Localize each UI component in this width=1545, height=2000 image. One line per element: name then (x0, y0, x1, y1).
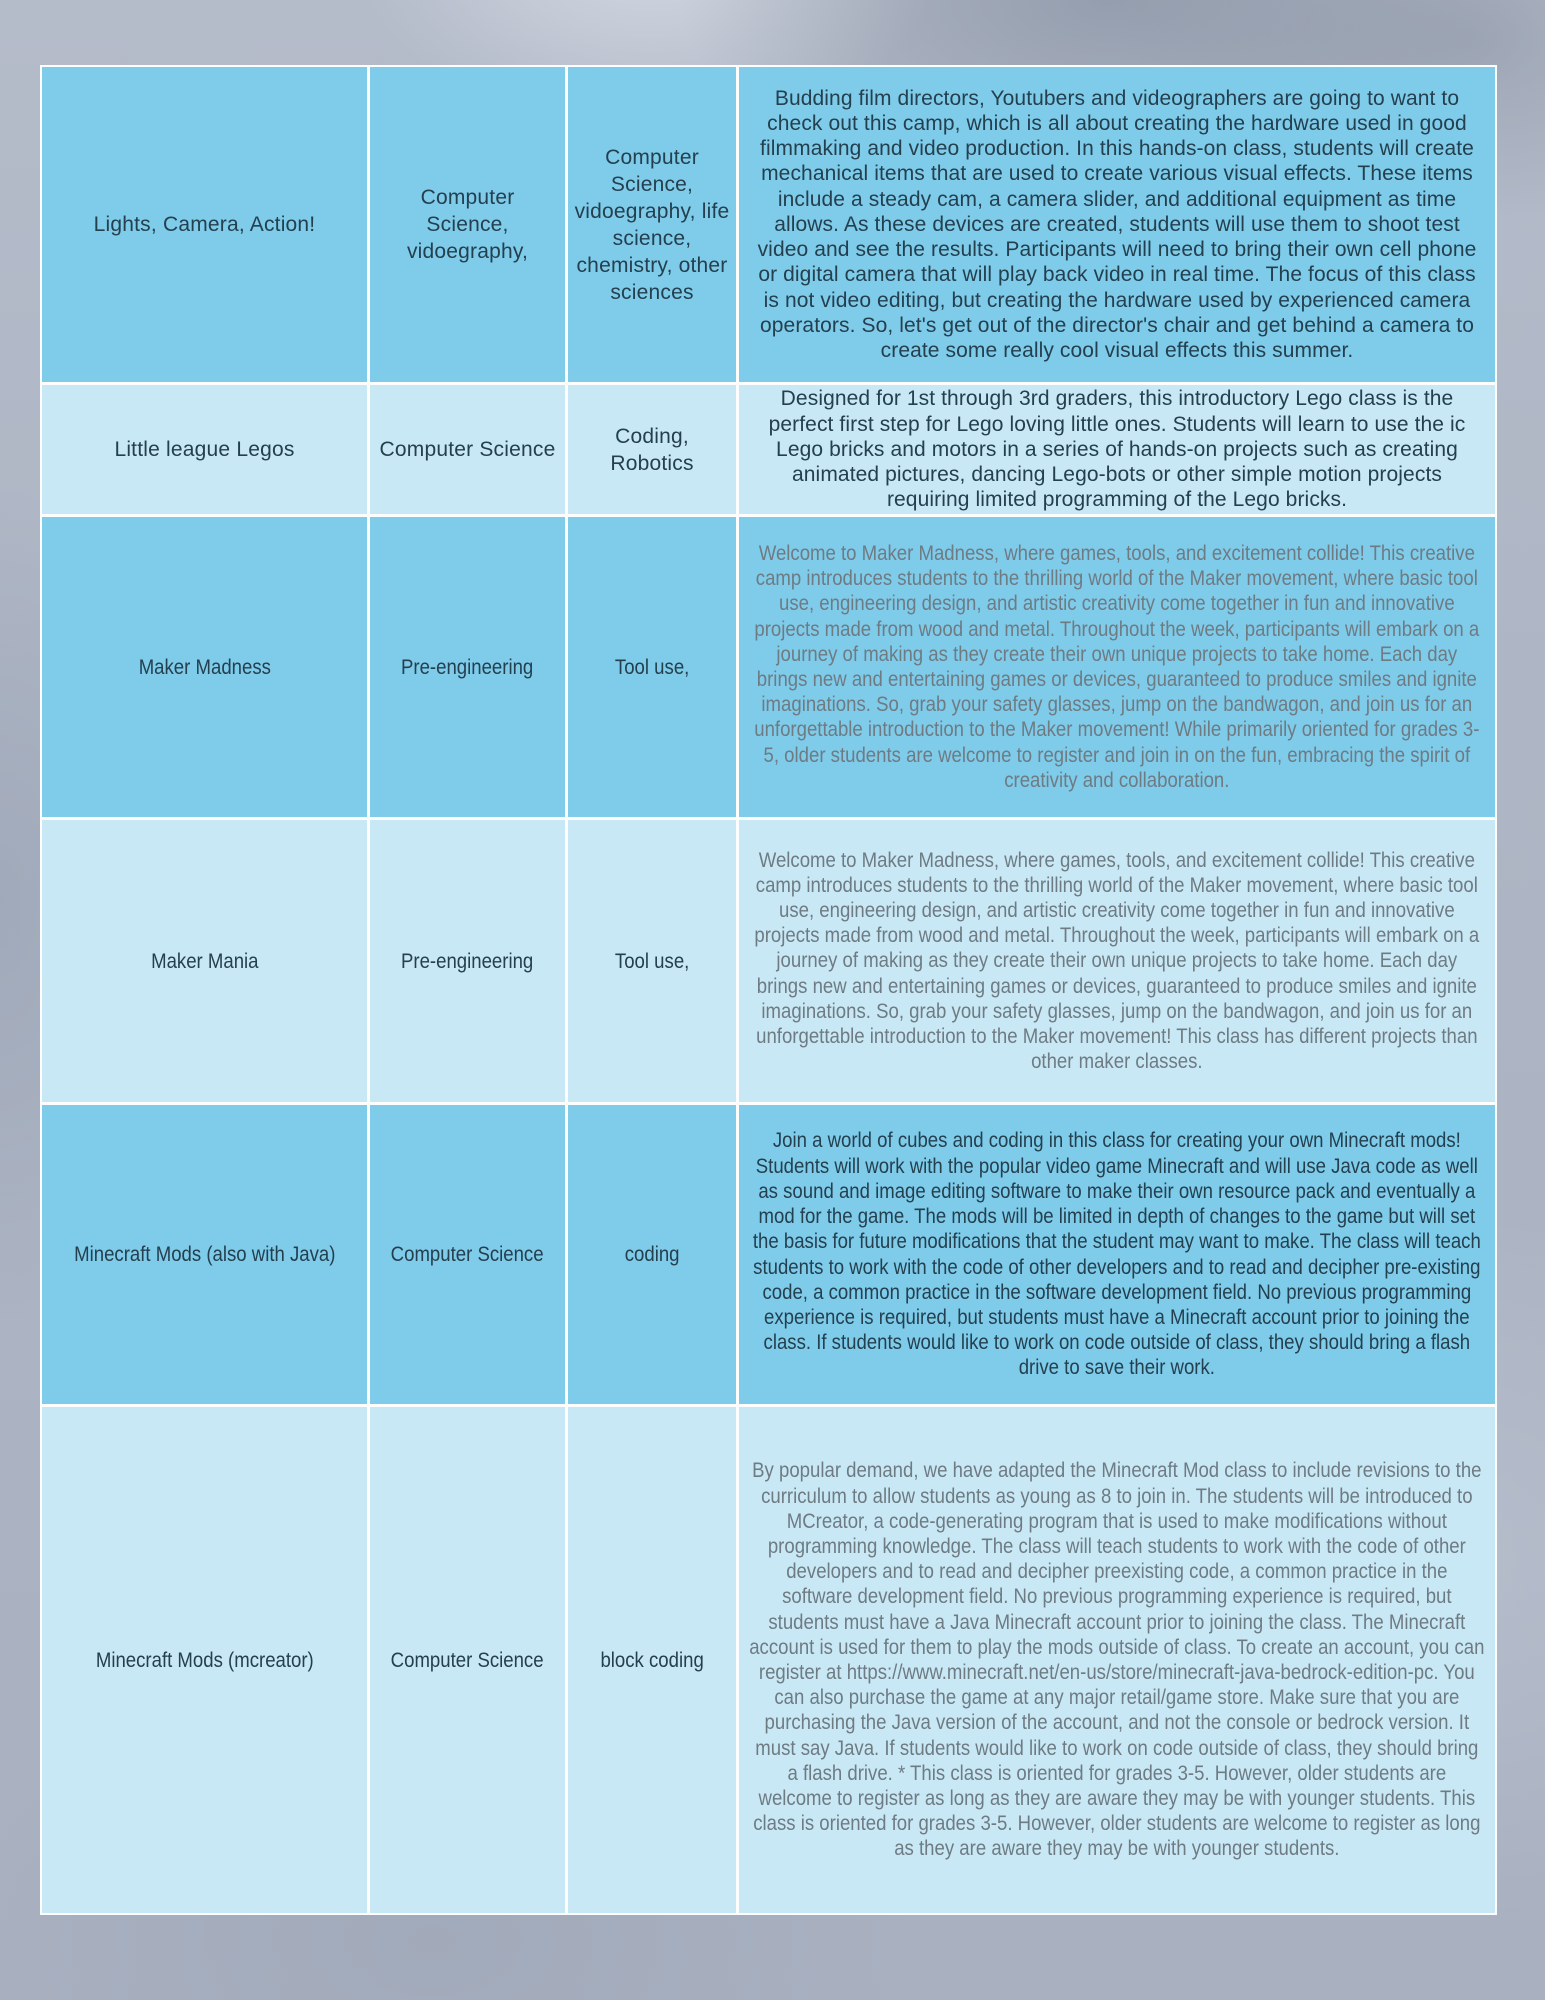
skills-cell (568, 1105, 739, 1404)
category-cell (370, 67, 568, 382)
skills: coding (624, 1243, 680, 1266)
category: Pre-engineering (401, 655, 534, 679)
class-name: Lights, Camera, Action! (93, 213, 316, 236)
description-cell (739, 517, 1495, 817)
description-cell (739, 1407, 1495, 1913)
skills: Tool use, (614, 949, 690, 973)
category-cell (370, 385, 568, 514)
table-row (42, 385, 1495, 517)
class-name-cell (42, 385, 370, 514)
skills: Tool use, (614, 655, 690, 679)
skills: Coding, Robotics (610, 424, 694, 475)
category-cell (370, 517, 568, 817)
category-cell (370, 820, 568, 1102)
table-row (42, 820, 1495, 1105)
class-description: Welcome to Maker Madness, where games, tools, and excitement collide! This creative camp introduces students to the thrilling world of the Maker movement, where basic tool use, engineering design, and artistic creativity come together in fun and innovative projects made from wood and metal. Throughout the week, participants will embark on a journey of making as they create their own unique projects to take home. Each day brings new and entertaining games or devices, guaranteed to produce smiles and ignite imaginations. So, grab your safety glasses, jump on the bandwagon, and join us for an unforgettable introduction to the Maker movement! This class has different projects than other maker classes. (754, 848, 1480, 1074)
class-description: Join a world of cubes and coding in this class for creating your own Minecraft mods! Students will work with the popular video game Minecraft and will use Java code as well as sound and image editing software to make their own resource pack and eventually a mod for the game. The mods will be limited in depth of changes to the game but will set the basis for future modifications that the student may want to make. The class will teach students to work with the code of other developers and to read and decipher pre-existing code, a common practice in the software development field. No previous programming experience is required, but students must have a Minecraft account prior to joining the class. If students would like to work on code outside of class, they should bring a flash drive to save their work. (753, 1129, 1481, 1380)
skills-cell (568, 1407, 739, 1913)
class-name: Minecraft Mods (also with Java) (73, 1243, 336, 1266)
skills-cell (568, 820, 739, 1102)
category: Computer Science (379, 438, 556, 461)
skills: block coding (600, 1648, 704, 1672)
class-description: Budding film directors, Youtubers and videographers are going to want to check out this camp, which is all about creating the hardware used in good filmmaking and video production. In this hands-on class, students will create mechanical items that are used to create various visual effects. These items include a steady cam, a camera slider, and additional equipment as time allows. As these devices are created, students will use them to shoot test video and see the results. Participants will need to bring their own cell phone or digital camera that will play back video in real time. The focus of this class is not video editing, but creating the hardware used by experienced camera operators. So, let's get out of the director's chair and get behind a camera to create some really cool visual effects this summer. (757, 86, 1477, 362)
class-name-cell (42, 1407, 370, 1913)
category-cell (370, 1407, 568, 1913)
class-name: Minecraft Mods (mcreator) (95, 1648, 314, 1672)
table-row (42, 517, 1495, 820)
class-name: Little league Legos (114, 438, 295, 461)
skills-cell (568, 517, 739, 817)
description-cell (739, 1105, 1495, 1404)
class-name-cell (42, 517, 370, 817)
category: Computer Science (391, 1648, 544, 1672)
category: Pre-engineering (401, 949, 534, 973)
description-cell (739, 820, 1495, 1102)
table-row (42, 67, 1495, 385)
description-cell (739, 385, 1495, 514)
skills-cell (568, 67, 739, 382)
class-description: By popular demand, we have adapted the Minecraft Mod class to include revisions to the curriculum to allow students as young as 8 to join in. The students will be introduced to MCreator, a code-generating program that is used to make modifications without programming knowledge. The class will teach students to work with the code of other developers and to read and decipher preexisting code, a common practice in the software development field. No previous programming experience is required, but students must have a Java Minecraft account prior to joining the class. The Minecraft account is used for them to play the mods outside of class. To create an account, you can register at https://www.minecraft.net/en-us/store/minecraft-java-bedrock-edition-pc. You can also purchase the game at any major retail/game store. Make sure that you are purchasing the Java version of the account, and not the console or bedrock version. It must say Java. If students would like to work on code outside of class, they should bring a flash drive. * This class is oriented for grades 3-5. However, older students are welcome to register as long as they are aware they may be with younger students. This class is oriented for grades 3-5. However, older students are welcome to register as long as they are aware they may be with younger students. (749, 1459, 1485, 1861)
category: Computer Science (391, 1243, 544, 1266)
class-name-cell (42, 1105, 370, 1404)
class-name-cell (42, 67, 370, 382)
table-row (42, 1105, 1495, 1407)
skills-cell (568, 385, 739, 514)
class-name-cell (42, 820, 370, 1102)
class-description: Welcome to Maker Madness, where games, tools, and excitement collide! This creative camp introduces students to the thrilling world of the Maker movement, where basic tool use, engineering design, and artistic creativity come together in fun and innovative projects made from wood and metal. Throughout the week, participants will embark on a journey of making as they create their own unique projects to take home. Each day brings new and entertaining games or devices, guaranteed to produce smiles and ignite imaginations. So, grab your safety glasses, jump on the bandwagon, and join us for an unforgettable introduction to the Maker movement! While primarily oriented for grades 3-5, older students are welcome to register and join in on the fun, embracing the spirit of creativity and collaboration. (754, 541, 1480, 792)
category-cell (370, 1105, 568, 1404)
summer-camp-classes-table (40, 65, 1497, 1915)
skills: Computer Science, vidoegraphy, life science, chemistry, other sciences (574, 145, 730, 304)
description-cell (739, 67, 1495, 382)
class-name: Maker Mania (150, 949, 259, 973)
class-description: Designed for 1st through 3rd graders, this introductory Lego class is the perfect first step for Lego loving little ones. Students will learn to use the ic Lego bricks and motors in a series of hands-on projects such as creating animated pictures, dancing Lego-bots or other simple motion projects requiring limited programming of the Lego bricks. (768, 387, 1466, 512)
table-row (42, 1407, 1495, 1913)
category: Computer Science, vidoegraphy, (406, 186, 529, 263)
class-name: Maker Madness (138, 655, 271, 679)
